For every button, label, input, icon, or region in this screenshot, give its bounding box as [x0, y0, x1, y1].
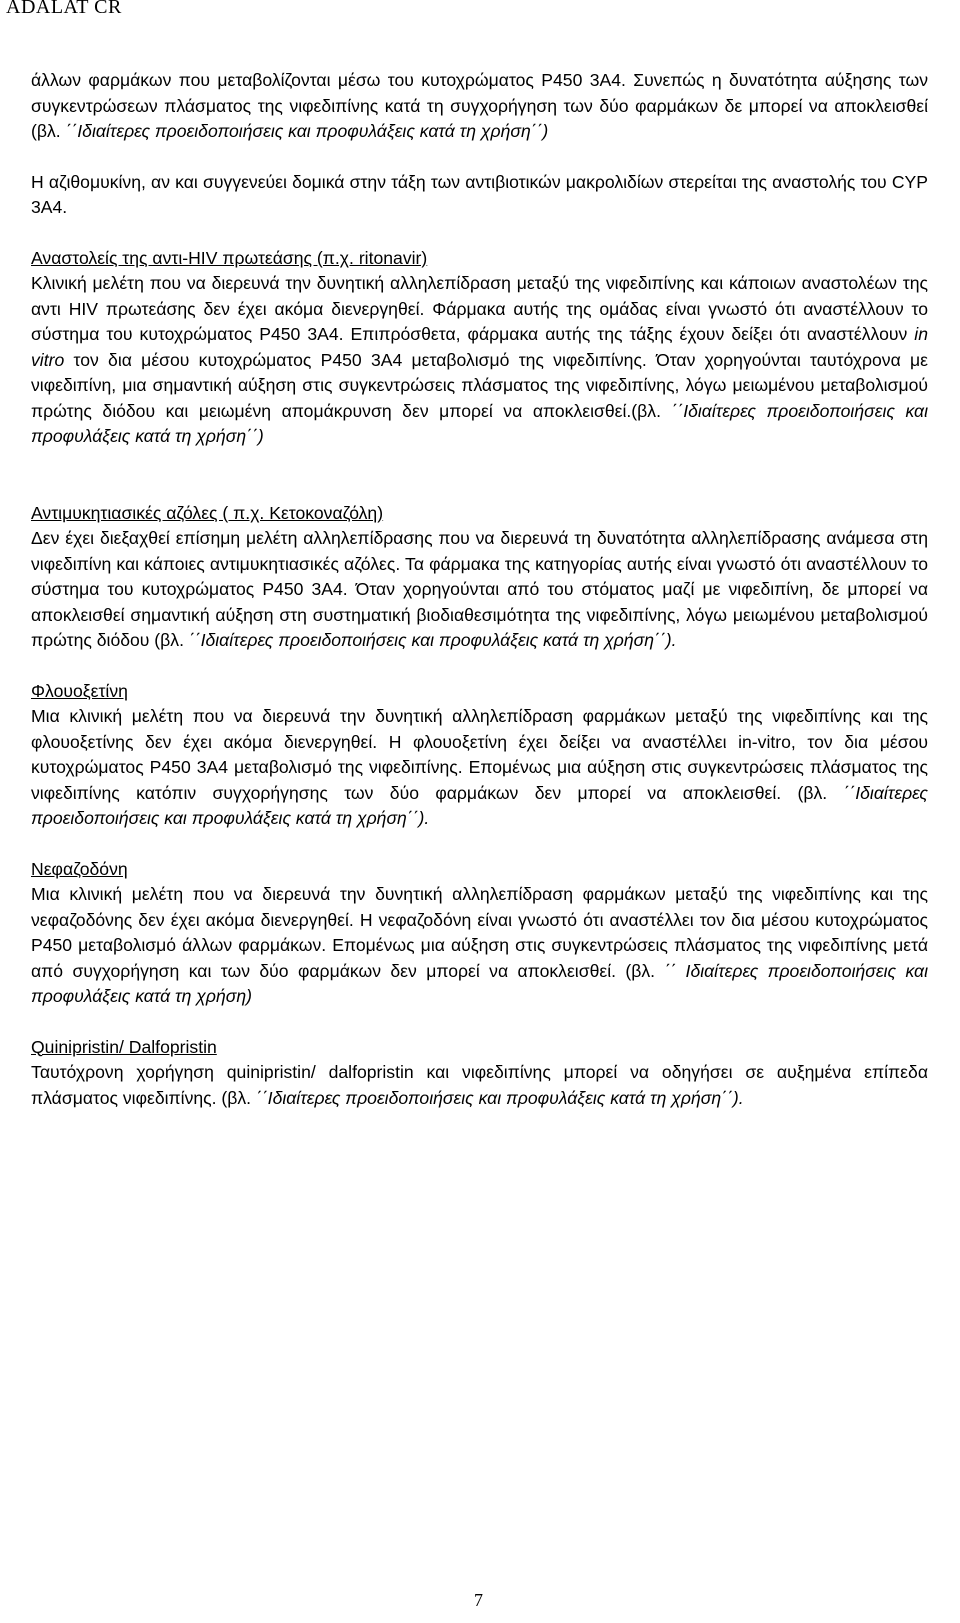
- page-number: 7: [474, 1590, 483, 1610]
- section-heading-azole-antifungals: Αντιμυκητιασικές αζόλες ( π.χ. Κετοκοναζόλη): [31, 502, 384, 523]
- section-text-fluoxetine: [31, 704, 928, 832]
- section-heading-protease-inhibitors: Αναστολείς της αντι-HIV πρωτεάσης (π.χ. ritonavir): [31, 247, 428, 268]
- paragraph-text: Μια κλινική μελέτη που να διερευνά την δυνητική αλληλεπίδραση φαρμάκων μεταξύ της νιφεδιπίνης και της νεφαζοδόνης δεν έχει ακόμα διενεργηθεί. Η νεφαζοδόνη είναι γνωστό ότι αναστέλλει τον δια μέσου κυτοχρώματος P450 μεταβολισμό άλλων φαρμάκων. Επομένως μια αύξηση στις συγκεντρώσεις πλάσματος της νιφεδιπίνης μετά από συγχορήγηση και των δύο φαρμάκων δεν μπορεί να αποκλεισθεί. (βλ.: [31, 884, 928, 981]
- cross-reference: ΄΄ Ιδιαίτερες προειδοποιήσεις και προφυλάξεις κατά τη χρήση): [31, 960, 928, 1006]
- cross-reference: ΄΄Ιδιαίτερες προειδοποιήσεις και προφυλάξεις κατά τη χρήση΄΄).: [255, 1087, 744, 1108]
- cross-reference: ΄΄Ιδιαίτερες προειδοποιήσεις και προφυλάξεις κατά τη χρήση΄΄).: [31, 782, 928, 828]
- cross-reference: ΄΄Ιδιαίτερες προειδοποιήσεις και προφυλάξεις κατά τη χρήση΄΄).: [188, 630, 677, 650]
- section-heading-nefazodone: Νεφαζοδόνη: [31, 858, 128, 879]
- paragraph-text: άλλων φαρμάκων που μεταβολίζονται μέσω του κυτοχρώματος P450 3A4. Συνεπώς η δυνατότητα αύξησης των συγκεντρώσεων πλάσματος της νιφεδιπίνης κατά τη συγχορήγηση των δύο φαρμάκων δε μπορεί να αποκλεισθεί (βλ.: [31, 70, 928, 141]
- paragraph-text: Κλινική μελέτη που να διερευνά την δυνητική αλληλεπίδραση μεταξύ της νιφεδιπίνης και κάποιων αναστολέων της αντι HIV πρωτεάσης δεν έχει ακόμα διενεργηθεί. Φάρμακα αυτής της ομάδας είναι γνωστό ότι αναστέλλουν το σύστημα του κυτοχρώματος P450 3A4. Επιπρόσθετα, φάρμακα αυτής της τάξης έχουν δείξει ότι αναστέλλουν: [31, 273, 928, 344]
- section-text-quinupristin: [31, 1060, 928, 1111]
- section-heading-quinupristin: Quinipristin/ Dalfopristin: [31, 1036, 217, 1057]
- italic-term: in vitro: [31, 324, 928, 370]
- section-text-protease-inhibitors: [31, 271, 928, 450]
- section-text-nefazodone: [31, 882, 928, 1010]
- paragraph-continuation: [31, 68, 928, 145]
- cross-reference: ΄΄Ιδιαίτερες προειδοποιήσεις και προφυλάξεις κατά τη χρήση΄΄): [65, 121, 549, 141]
- section-text-azole-antifungals: [31, 526, 928, 654]
- section-heading-fluoxetine: Φλουοξετίνη: [31, 680, 128, 701]
- paragraph-text: τον δια μέσου κυτοχρώματος P450 3A4 μεταβολισμό της νιφεδιπίνης. Όταν χορηγούνται ταυτόχρονα με νιφεδιπίνη, μια σημαντική αύξηση στις συγκεντρώσεις πλάσματος της νιφεδιπίνης, λόγω μειωμένου μεταβολισμού πρώτης διόδου και μειωμένη απομάκρυνση δεν μπορεί να αποκλεισθεί.(βλ.: [31, 349, 928, 421]
- document-header: ADALAT CR: [6, 0, 122, 18]
- paragraph-text: Δεν έχει διεξαχθεί επίσημη μελέτη αλληλεπίδρασης που να διερευνά τη δυνατότητα αλληλεπίδρασης ανάμεσα στη νιφεδιπίνη και κάποιες αντιμυκητιασικές αζόλες. Τα φάρμακα της κατηγορίας αυτής είναι γνωστό ότι αναστέλλουν το σύστημα του κυτοχρώματος P450 3A4. Όταν χορηγούνται από του στόματος μαζί με νιφεδιπίνη, δε μπορεί να αποκλεισθεί σημαντική αύξηση στη συστηματική βιοδιαθεσιμότητα της νιφεδιπίνης, λόγω μειωμένου μεταβολισμού πρώτης διόδου (βλ.: [31, 528, 928, 650]
- cross-reference: ΄΄Ιδιαίτερες προειδοποιήσεις και προφυλάξεις κατά τη χρήση΄΄): [31, 400, 928, 446]
- paragraph-text: Μια κλινική μελέτη που να διερευνά την δυνητική αλληλεπίδραση φαρμάκων μεταξύ της νιφεδιπίνης και της φλουοξετίνης δεν έχει ακόμα διενεργηθεί. Η φλουοξετίνη έχει δείξει να αναστέλλει in-vitro, τον δια μέσου κυτοχρώματος P450 3A4 μεταβολισμό της νιφεδιπίνης. Επομένως μια αύξηση στις συγκεντρώσεις πλάσματος της νιφεδιπίνης κατόπιν συγχορήγησης των δύο φαρμάκων δεν μπορεί να αποκλεισθεί. (βλ.: [31, 706, 928, 803]
- paragraph-text: Ταυτόχρονη χορήγηση quinipristin/ dalfopristin και νιφεδιπίνης μπορεί να οδηγήσει σε αυξημένα επίπεδα πλάσματος νιφεδιπίνης. (βλ.: [31, 1062, 928, 1108]
- document-body: [31, 68, 928, 1111]
- paragraph-azithromycin: Η αζιθομυκίνη, αν και συγγενεύει δομικά στην τάξη των αντιβιοτικών μακρολιδίων στερείται της αναστολής του CYP 3A4.: [31, 171, 928, 217]
